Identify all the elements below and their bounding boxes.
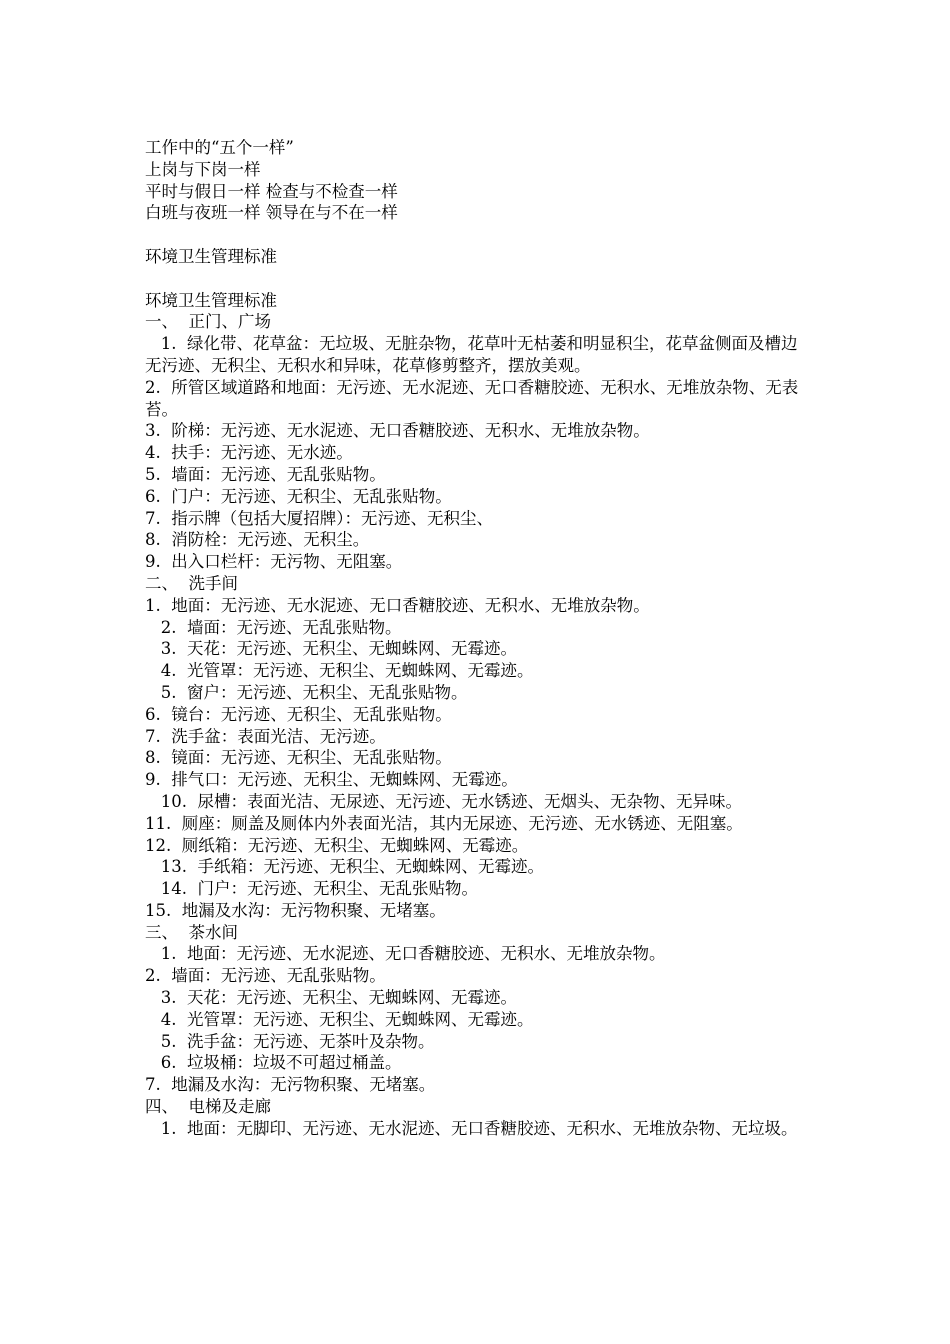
list-item: 4. 光管罩：无污迹、无积尘、无蜘蛛网、无霉迹。 (145, 661, 534, 681)
list-item: 12. 厕纸箱：无污迹、无积尘、无蜘蛛网、无霉迹。 (145, 835, 529, 855)
document-title: 工作中的“五个一样” (145, 138, 294, 157)
list-item: 3. 天花：无污迹、无积尘、无蜘蛛网、无霉迹。 (145, 639, 517, 659)
list-item: 10. 尿槽：表面光洁、无尿迹、无污迹、无水锈迹、无烟头、无杂物、无异味。 (145, 791, 742, 811)
list-item: 3. 天花：无污迹、无积尘、无蜘蛛网、无霉迹。 (145, 988, 517, 1008)
list-item: 11. 厕座：厕盖及厕体内外表面光洁，其内无尿迹、无污迹、无水锈迹、无阻塞。 (145, 813, 743, 833)
five-same-line-2: 平时与假日一样 检查与不检查一样 (145, 181, 398, 201)
list-item: 1. 地面：无污迹、无水泥迹、无口香糖胶迹、无积水、无堆放杂物。 (145, 595, 650, 615)
list-item: 4. 光管罩：无污迹、无积尘、无蜘蛛网、无霉迹。 (145, 1009, 534, 1029)
document-body (145, 137, 810, 1140)
section-title: 二、 洗手间 (145, 573, 238, 593)
list-item: 2. 所管区域道路和地面：无污迹、无水泥迹、无口香糖胶迹、无积水、无堆放杂物、无表苔。 (145, 377, 799, 419)
list-item: 5. 窗户：无污迹、无积尘、无乱张贴物。 (145, 682, 468, 702)
blank-line (145, 268, 810, 290)
blank-line (145, 224, 810, 246)
list-item: 15. 地漏及水沟：无污物积聚、无堵塞。 (145, 900, 446, 920)
list-item: 7. 指示牌（包括大厦招牌）：无污迹、无积尘、 (145, 508, 493, 528)
list-item: 1. 地面：无脚印、无污迹、无水泥迹、无口香糖胶迹、无积水、无堆放杂物、无垃圾。 (145, 1118, 798, 1138)
five-same-line-1: 上岗与下岗一样 (145, 159, 261, 179)
section-title: 一、 正门、广场 (145, 312, 271, 332)
list-item: 1. 地面：无污迹、无水泥迹、无口香糖胶迹、无积水、无堆放杂物。 (145, 944, 666, 964)
list-item: 14. 门户：无污迹、无积尘、无乱张贴物。 (145, 879, 478, 899)
list-item: 7. 地漏及水沟：无污物积聚、无堵塞。 (145, 1075, 436, 1095)
section-title: 四、 电梯及走廊 (145, 1097, 271, 1117)
five-same-line-3: 白班与夜班一样 领导在与不在一样 (145, 203, 398, 223)
section-heading: 环境卫生管理标准 (145, 246, 277, 266)
list-item: 4. 扶手：无污迹、无水迹。 (145, 443, 353, 463)
list-item: 2. 墙面：无污迹、无乱张贴物。 (145, 966, 386, 986)
list-item: 9. 出入口栏杆：无污物、无阻塞。 (145, 552, 403, 572)
list-item: 13. 手纸箱：无污迹、无积尘、无蜘蛛网、无霉迹。 (145, 857, 544, 877)
list-item: 2. 墙面：无污迹、无乱张贴物。 (145, 617, 402, 637)
list-item: 1. 绿化带、花草盆：无垃圾、无脏杂物，花草叶无枯萎和明显积尘，花草盆侧面及槽边无污迹、无积尘、无积水和异味，花草修剪整齐，摆放美观。 (145, 334, 798, 375)
list-item: 8. 镜面：无污迹、无积尘、无乱张贴物。 (145, 748, 452, 768)
list-item: 7. 洗手盆：表面光洁、无污迹。 (145, 726, 386, 746)
list-item: 5. 洗手盆：无污迹、无茶叶及杂物。 (145, 1031, 435, 1051)
list-item: 6. 门户：无污迹、无积尘、无乱张贴物。 (145, 486, 452, 506)
list-item: 3. 阶梯：无污迹、无水泥迹、无口香糖胶迹、无积水、无堆放杂物。 (145, 421, 650, 441)
standard-heading: 环境卫生管理标准 (145, 290, 277, 310)
list-item: 8. 消防栓：无污迹、无积尘。 (145, 530, 370, 550)
section-title: 三、 茶水间 (145, 922, 238, 942)
list-item: 5. 墙面：无污迹、无乱张贴物。 (145, 464, 386, 484)
list-item: 6. 镜台：无污迹、无积尘、无乱张贴物。 (145, 704, 452, 724)
list-item: 6. 垃圾桶：垃圾不可超过桶盖。 (145, 1053, 402, 1073)
list-item: 9. 排气口：无污迹、无积尘、无蜘蛛网、无霉迹。 (145, 770, 518, 790)
